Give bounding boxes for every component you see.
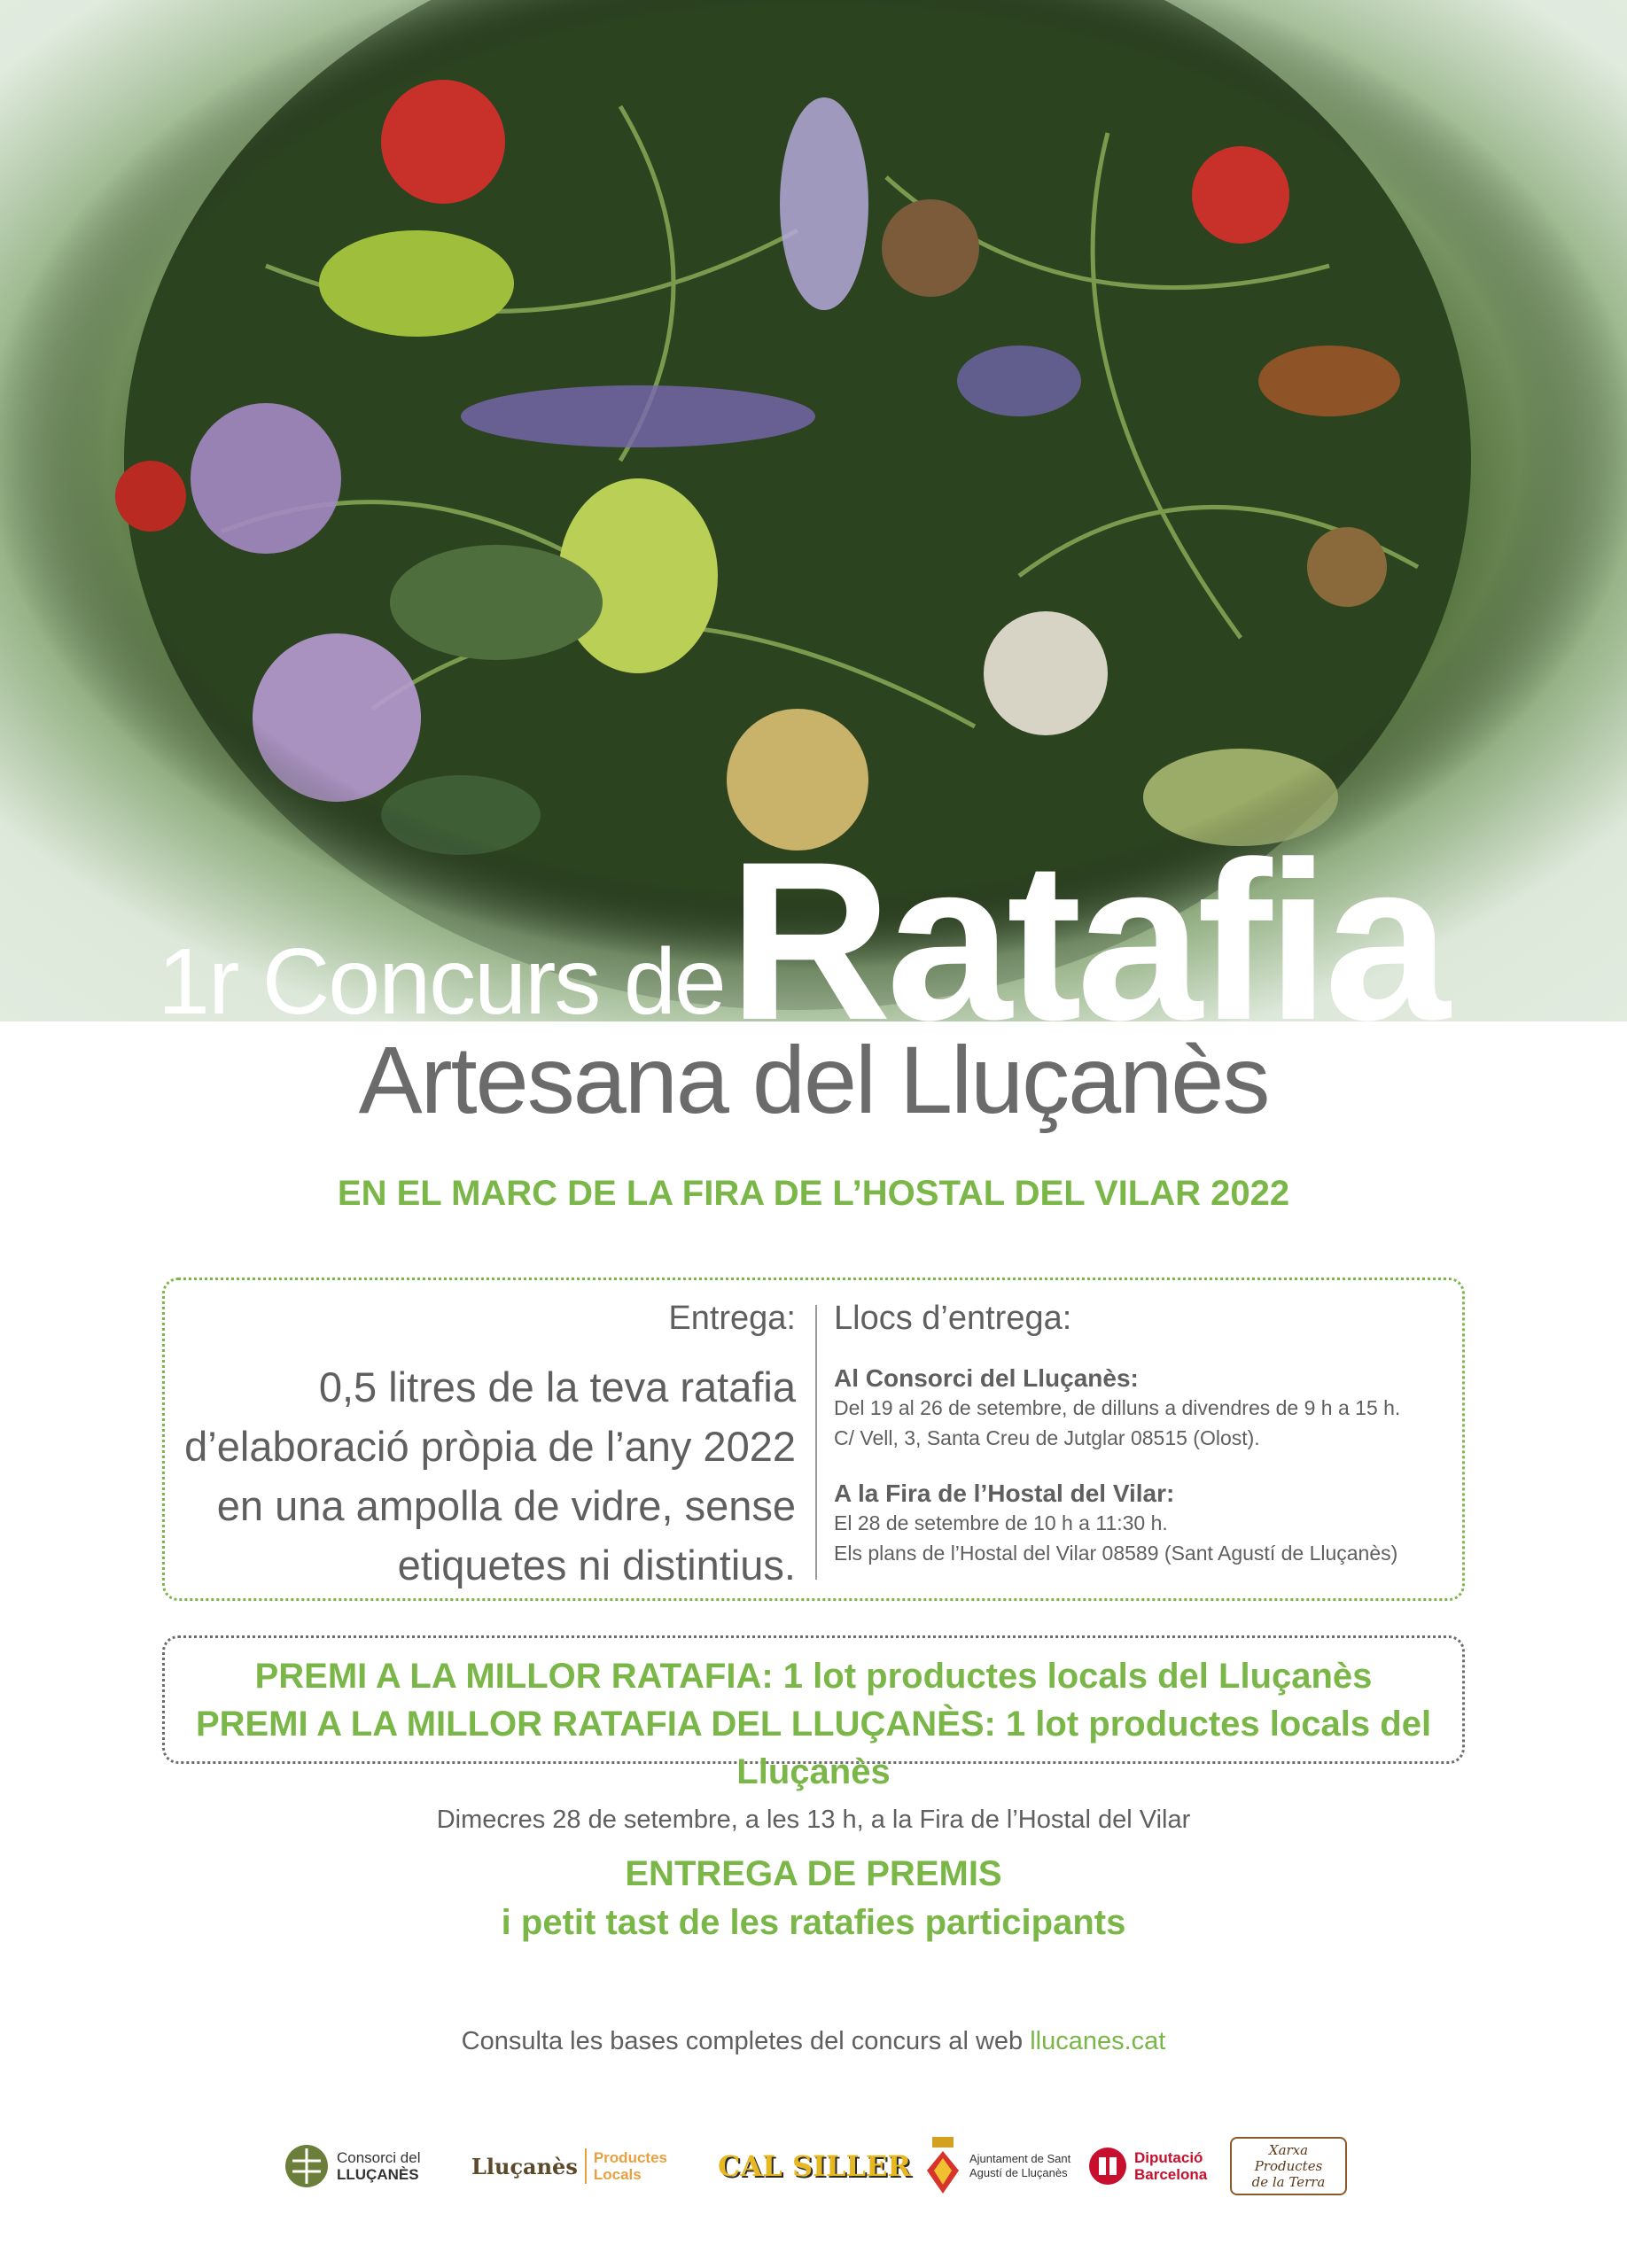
productes-locals-logo [471,2126,667,2206]
prize-item: PREMI A LA MILLOR RATAFIA DEL LLUÇANÈS: 1 lot productes locals del Lluçanès [195,1705,1432,1791]
prize-item: PREMI A LA MILLOR RATAFIA: 1 lot productes locals del Lluçanès [254,1657,1373,1696]
delivery-line: etiquetes ni distintius. [397,1542,796,1588]
delivery-heading: Entrega: [668,1300,796,1337]
event-date: Dimecres 28 de setembre, a les 13 h, a la Fira de l’Hostal del Vilar [436,1806,1191,1834]
delivery-line: en una ampolla de vidre, sense [216,1482,796,1529]
title-artesana: Artesana del Lluçanès [358,1026,1269,1133]
title-prefix: 1r Concurs de [158,929,725,1034]
column-divider [815,1305,817,1580]
logo-text: Consorci del [337,2149,421,2166]
diputacio-icon [1088,2147,1127,2186]
diputacio-logo [1088,2126,1207,2206]
xarxa-badge [1230,2137,1347,2195]
event-subtitle: i petit tast de les ratafies participants [501,1903,1126,1942]
delivery-box [162,1278,1465,1601]
consult-line [0,2027,1627,2056]
leaf-icon [284,2143,330,2189]
locations-heading: Llocs d’entrega: [834,1300,1072,1337]
logo-text: Lluçanès [471,2153,578,2179]
logo-text: LLUÇANÈS [337,2166,419,2183]
location-consorci [834,1364,1454,1453]
sponsor-logos [284,2126,1347,2206]
logo-text: Ajuntament de Sant [969,2152,1071,2165]
website-link[interactable]: llucanes.cat [1030,2027,1166,2055]
logo-text: Barcelona [1134,2166,1208,2183]
logo-text: de la Terra [1251,2174,1326,2190]
location-title: A la Fira de l’Hostal del Vilar: [834,1480,1175,1507]
cal-siller-logo [718,2126,911,2206]
delivery-text [165,1357,796,1595]
logo-text: Agustí de Lluçanès [969,2166,1068,2179]
delivery-line: d’elaboració pròpia de l’any 2022 [184,1423,796,1470]
location-address: C/ Vell, 3, Santa Creu de Jutglar 08515 (Olost). [834,1426,1260,1449]
title-ratafia: Ratafia [728,815,1445,1068]
prizes-box [162,1635,1465,1791]
subtitle-fira: EN EL MARC DE LA FIRA DE L’HOSTAL DEL VILAR 2022 [337,1174,1290,1213]
consorci-logo [284,2126,421,2206]
xarxa-logo [1230,2126,1347,2206]
logo-text: Xarxa Productes [1254,2142,1323,2174]
logo-text: Diputació [1134,2149,1203,2166]
location-schedule: Del 19 al 26 de setembre, de dilluns a divendres de 9 h a 15 h. [834,1396,1401,1419]
delivery-line: 0,5 litres de la teva ratafia [318,1363,796,1410]
coat-of-arms-icon [923,2135,962,2197]
logo-divider [585,2148,587,2184]
ajuntament-logo [923,2126,1070,2206]
logo-text: CAL SILLER [718,2149,911,2183]
location-schedule: El 28 de setembre de 10 h a 11:30 h. [834,1511,1168,1534]
location-address: Els plans de l’Hostal del Vilar 08589 (Sant Agustí de Lluçanès) [834,1542,1398,1565]
location-title: Al Consorci del Lluçanès: [834,1364,1139,1392]
locations-column [834,1280,1454,1568]
location-fira [834,1480,1454,1568]
logo-text: Productes [593,2149,667,2166]
logo-text: Locals [593,2166,642,2183]
delivery-column [165,1280,796,1595]
consult-text: Consulta les bases completes del concurs al web [461,2027,1024,2055]
event-title: ENTREGA DE PREMIS [625,1854,1002,1893]
